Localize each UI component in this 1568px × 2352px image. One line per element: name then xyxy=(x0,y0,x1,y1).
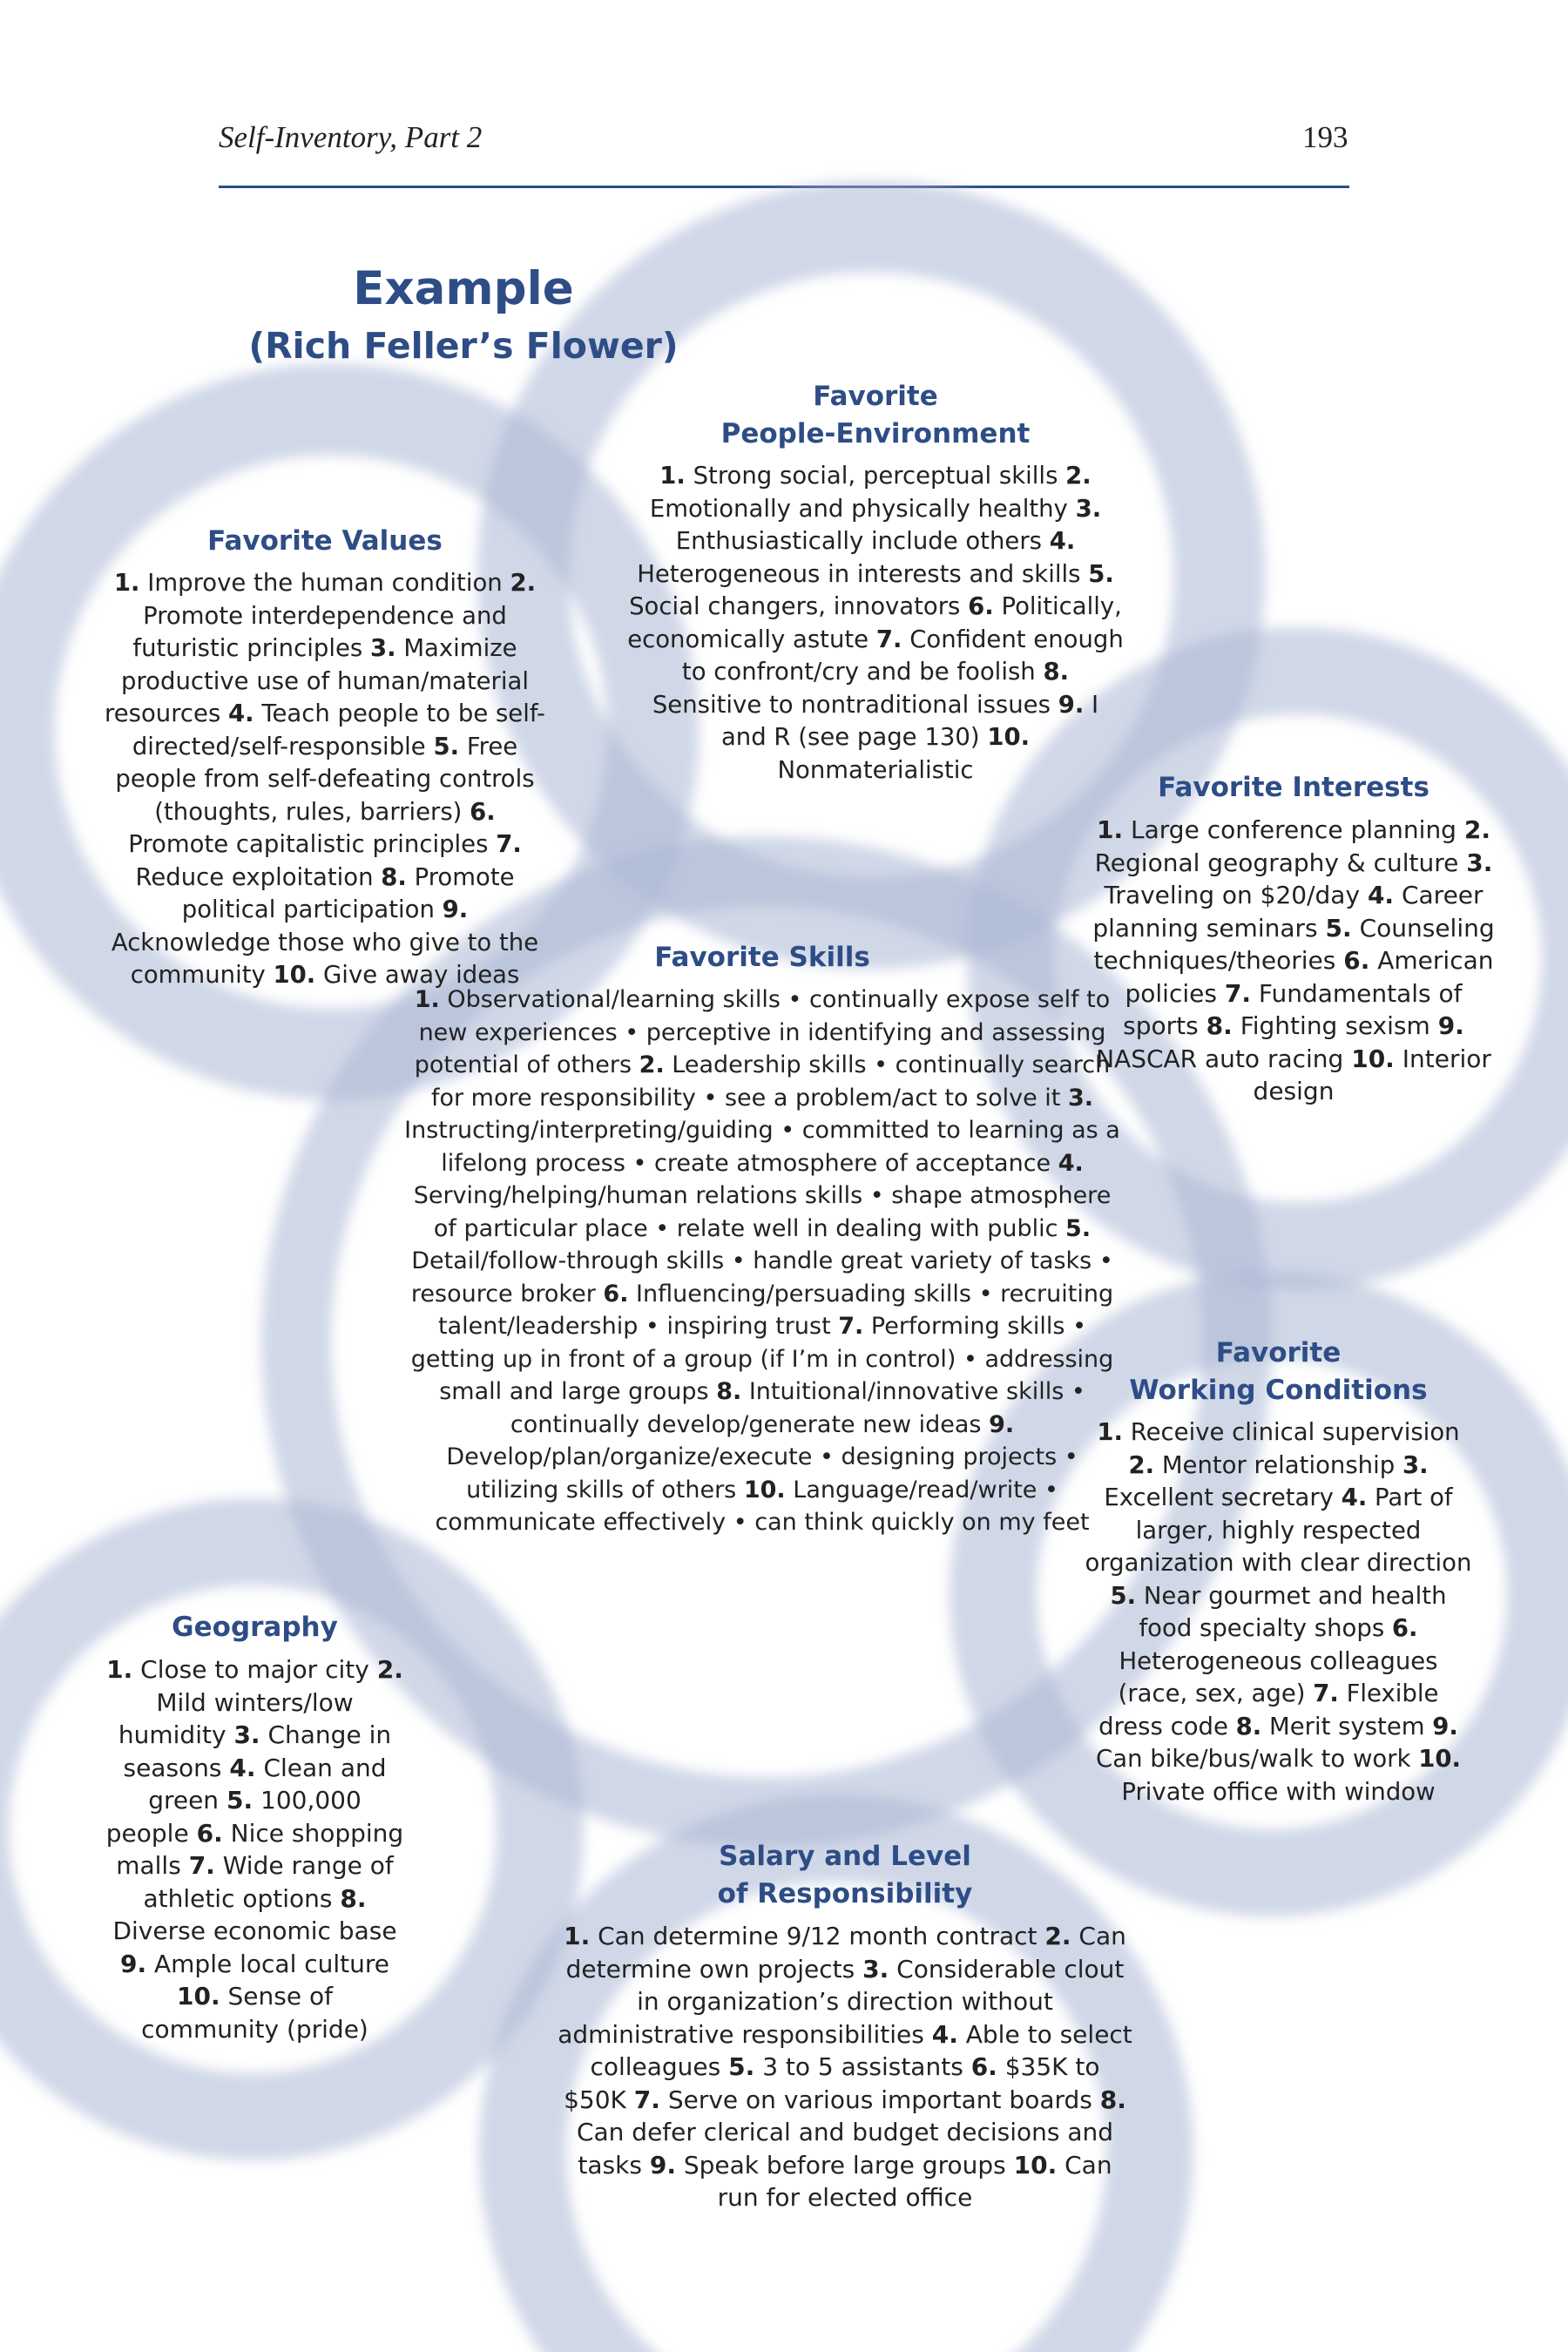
petal-heading: Favorite Working Conditions xyxy=(1129,1337,1428,1406)
petal-items: 1. Close to major city 2. Mild winters/low humidity 3. Change in seasons 4. Clean and green 5. 100,000 people 6. Nice shopping malls 7. Wide range of athletic options 8. Diverse economic base 9. Ample local culture 10. Sense of community (pride) xyxy=(105,1655,404,2044)
petal-heading: Favorite People-Environment xyxy=(720,381,1031,449)
petal-geography xyxy=(105,1609,405,2045)
petal-interests xyxy=(1089,769,1498,1108)
petal-items: 1. Strong social, perceptual skills 2. Emotionally and physically healthy 3. Enthusiastically include others 4. Heterogeneous in interests and skills 5. Social changers, innovators 6. Politically, economically astute 7. Confident enough to confront/cry and be foolish 8. Sensitive to nontraditional issues 9. I and R (see page 130) 10. Nonmaterialistic xyxy=(627,462,1124,784)
petal-heading: Favorite Interests xyxy=(1158,772,1429,803)
petal-items: 1. Observational/learning skills • continually expose self to new experiences • perceptive in identifying and assessing potential of others 2. Leadership skills • continually search for more responsibility • see a problem/act to solve it 3. Instructing/interpreting/guiding • committed to learning as a lifelong process • create atmosphere of acceptance 4. Serving/helping/human relations skills • shape atmosphere of particular place • relate well in dealing with public 5. Detail/follow-through skills • handle great variety of tasks • resource broker 6. Influencing/persuading skills • recruiting talent/leadership • inspiring trust 7. Performing skills • getting up in front of a group (if I’m in control) • addressing small and large groups 8. Intuitional/innovative skills • continually develop/generate new ideas 9. Develop/plan/organize/execute • designing projects • utilizing skills of others 10. Language/read/write • communicate effectively • can think quickly on my feet xyxy=(404,986,1120,1536)
page-number: 193 xyxy=(1302,120,1348,154)
petal-salary-responsibility xyxy=(558,1838,1132,2214)
example-subtitle: (Rich Feller’s Flower) xyxy=(248,325,679,367)
running-header-title: Self-Inventory, Part 2 xyxy=(219,120,483,154)
petal-items: 1. Can determine 9/12 month contract 2. Can determine own projects 3. Considerable clout in organization’s direction without administrative responsibilities 4. Able to select colleagues 5. 3 to 5 assistants 6. $35K to $50K 7. Serve on various important boards 8. Can defer clerical and budget decisions and tasks 9. Speak before large groups 10. Can run for elected office xyxy=(558,1922,1132,2212)
petal-heading: Geography xyxy=(172,1612,338,1643)
petal-items: 1. Receive clinical supervision 2. Mentor relationship 3. Excellent secretary 4. Part of larger, highly respected organization with clear direction 5. Near gourmet and health food specialty shops 6. Heterogeneous colleagues (race, sex, age) 7. Flexible dress code 8. Merit system 9. Can bike/bus/walk to work 10. Private office with window xyxy=(1085,1418,1472,1806)
petal-values xyxy=(103,523,547,992)
petal-heading: Favorite Values xyxy=(207,525,443,557)
example-title: Example xyxy=(353,262,574,315)
petal-people-environment xyxy=(627,378,1124,787)
petal-items: 1. Large conference planning 2. Regional geography & culture 3. Traveling on $20/day 4. Career planning seminars 5. Counseling techniques/theories 6. American policies 7. Fundamentals of sports 8. Fighting sexism 9. NASCAR auto racing 10. Interior design xyxy=(1092,815,1495,1105)
petal-heading: Favorite Skills xyxy=(654,942,870,973)
petal-skills xyxy=(401,939,1124,1539)
petal-heading: Salary and Level of Responsibility xyxy=(717,1841,973,1909)
petal-working-conditions xyxy=(1085,1335,1472,1808)
petal-items: 1. Improve the human condition 2. Promote interdependence and futuristic principles 3. Maximize productive use of human/material resources 4. Teach people to be self-directed/self-responsible 5. Free people from self-defeating controls (thoughts, rules, barriers) 6. Promote capitalistic principles 7. Reduce exploitation 8. Promote political participation 9. Acknowledge those who give to the community 10. Give away ideas xyxy=(105,569,545,989)
